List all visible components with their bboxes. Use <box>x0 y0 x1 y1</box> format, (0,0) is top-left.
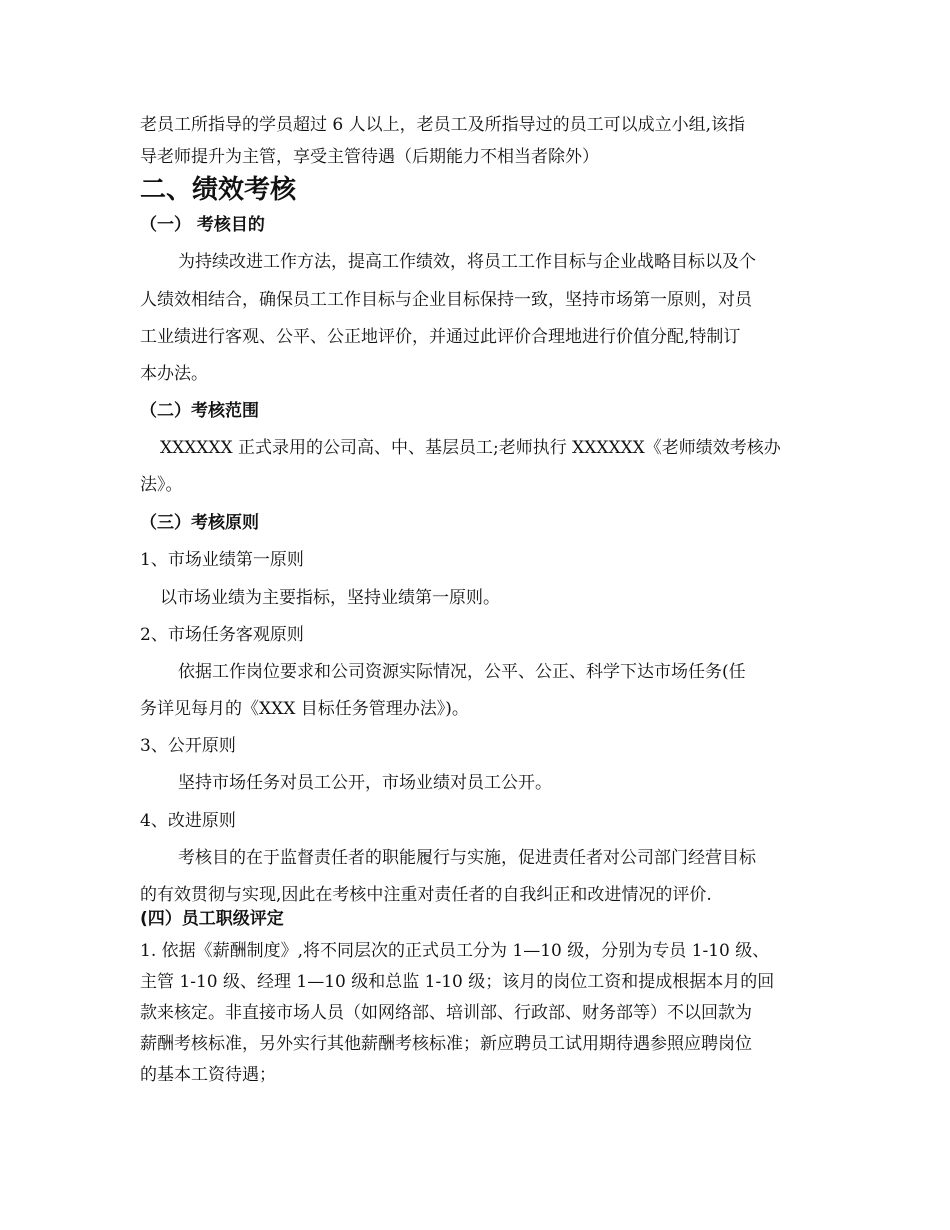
subheading-appraisal-purpose: （一） 考核目的 <box>140 215 265 235</box>
paragraph-line: 为持续改进工作方法，提高工作绩效，将员工工作目标与企业战略目标以及个 <box>178 252 756 272</box>
paragraph-line: 导老师提升为主管，享受主管待遇（后期能力不相当者除外） <box>140 147 599 167</box>
section-heading-performance-appraisal: 二、绩效考核 <box>140 175 297 205</box>
paragraph-line: 以市场业绩为主要指标，坚持业绩第一原则。 <box>160 588 500 608</box>
paragraph-line: 主管 1-10 级、经理 1—10 级和总监 1-10 级；该月的岗位工资和提成根据本月的回 <box>140 972 775 992</box>
principle-title: 1、市场业绩第一原则 <box>140 550 304 570</box>
paragraph-line: 考核目的在于监督责任者的职能履行与实施，促进责任者对公司部门经营目标 <box>178 848 756 868</box>
paragraph-line: 1. 依据《薪酬制度》,将不同层次的正式员工分为 1—10 级，分别为专员 1-10 级、 <box>140 941 770 961</box>
paragraph-line: XXXXXX 正式录用的公司高、中、基层员工;老师执行 XXXXXX《老师绩效考核办 <box>160 438 781 458</box>
paragraph-line: 法》。 <box>140 475 183 495</box>
principle-title: 3、公开原则 <box>140 736 236 756</box>
paragraph-line: 依据工作岗位要求和公司资源实际情况，公平、公正、科学下达市场任务(任 <box>178 662 746 682</box>
subheading-employee-grading: (四）员工职级评定 <box>140 909 284 929</box>
subheading-appraisal-scope: （二）考核范围 <box>140 401 259 421</box>
paragraph-line: 人绩效相结合，确保员工工作目标与企业目标保持一致，坚持市场第一原则，对员 <box>140 290 752 310</box>
paragraph-line: 的基本工资待遇； <box>140 1065 276 1085</box>
paragraph-line: 务详见每月的《XXX 目标任务管理办法》)。 <box>140 699 469 719</box>
paragraph-line: 坚持市场任务对员工公开，市场业绩对员工公开。 <box>178 773 552 793</box>
principle-title: 2、市场任务客观原则 <box>140 625 304 645</box>
subheading-appraisal-principles: （三）考核原则 <box>140 513 259 533</box>
paragraph-line: 老员工所指导的学员超过 6 人以上，老员工及所指导过的员工可以成立小组,该指 <box>140 115 746 135</box>
paragraph-line: 款来核定。非直接市场人员（如网络部、培训部、行政部、财务部等）不以回款为 <box>140 1003 752 1023</box>
principle-title: 4、改进原则 <box>140 811 236 831</box>
paragraph-line: 工业绩进行客观、公平、公正地评价，并通过此评价合理地进行价值分配,特制订 <box>140 327 741 347</box>
paragraph-line: 的有效贯彻与实现,因此在考核中注重对责任者的自我纠正和改进情况的评价. <box>140 885 712 905</box>
paragraph-line: 薪酬考核标准，另外实行其他薪酬考核标准；新应聘员工试用期待遇参照应聘岗位 <box>140 1034 752 1054</box>
paragraph-line: 本办法。 <box>140 364 208 384</box>
